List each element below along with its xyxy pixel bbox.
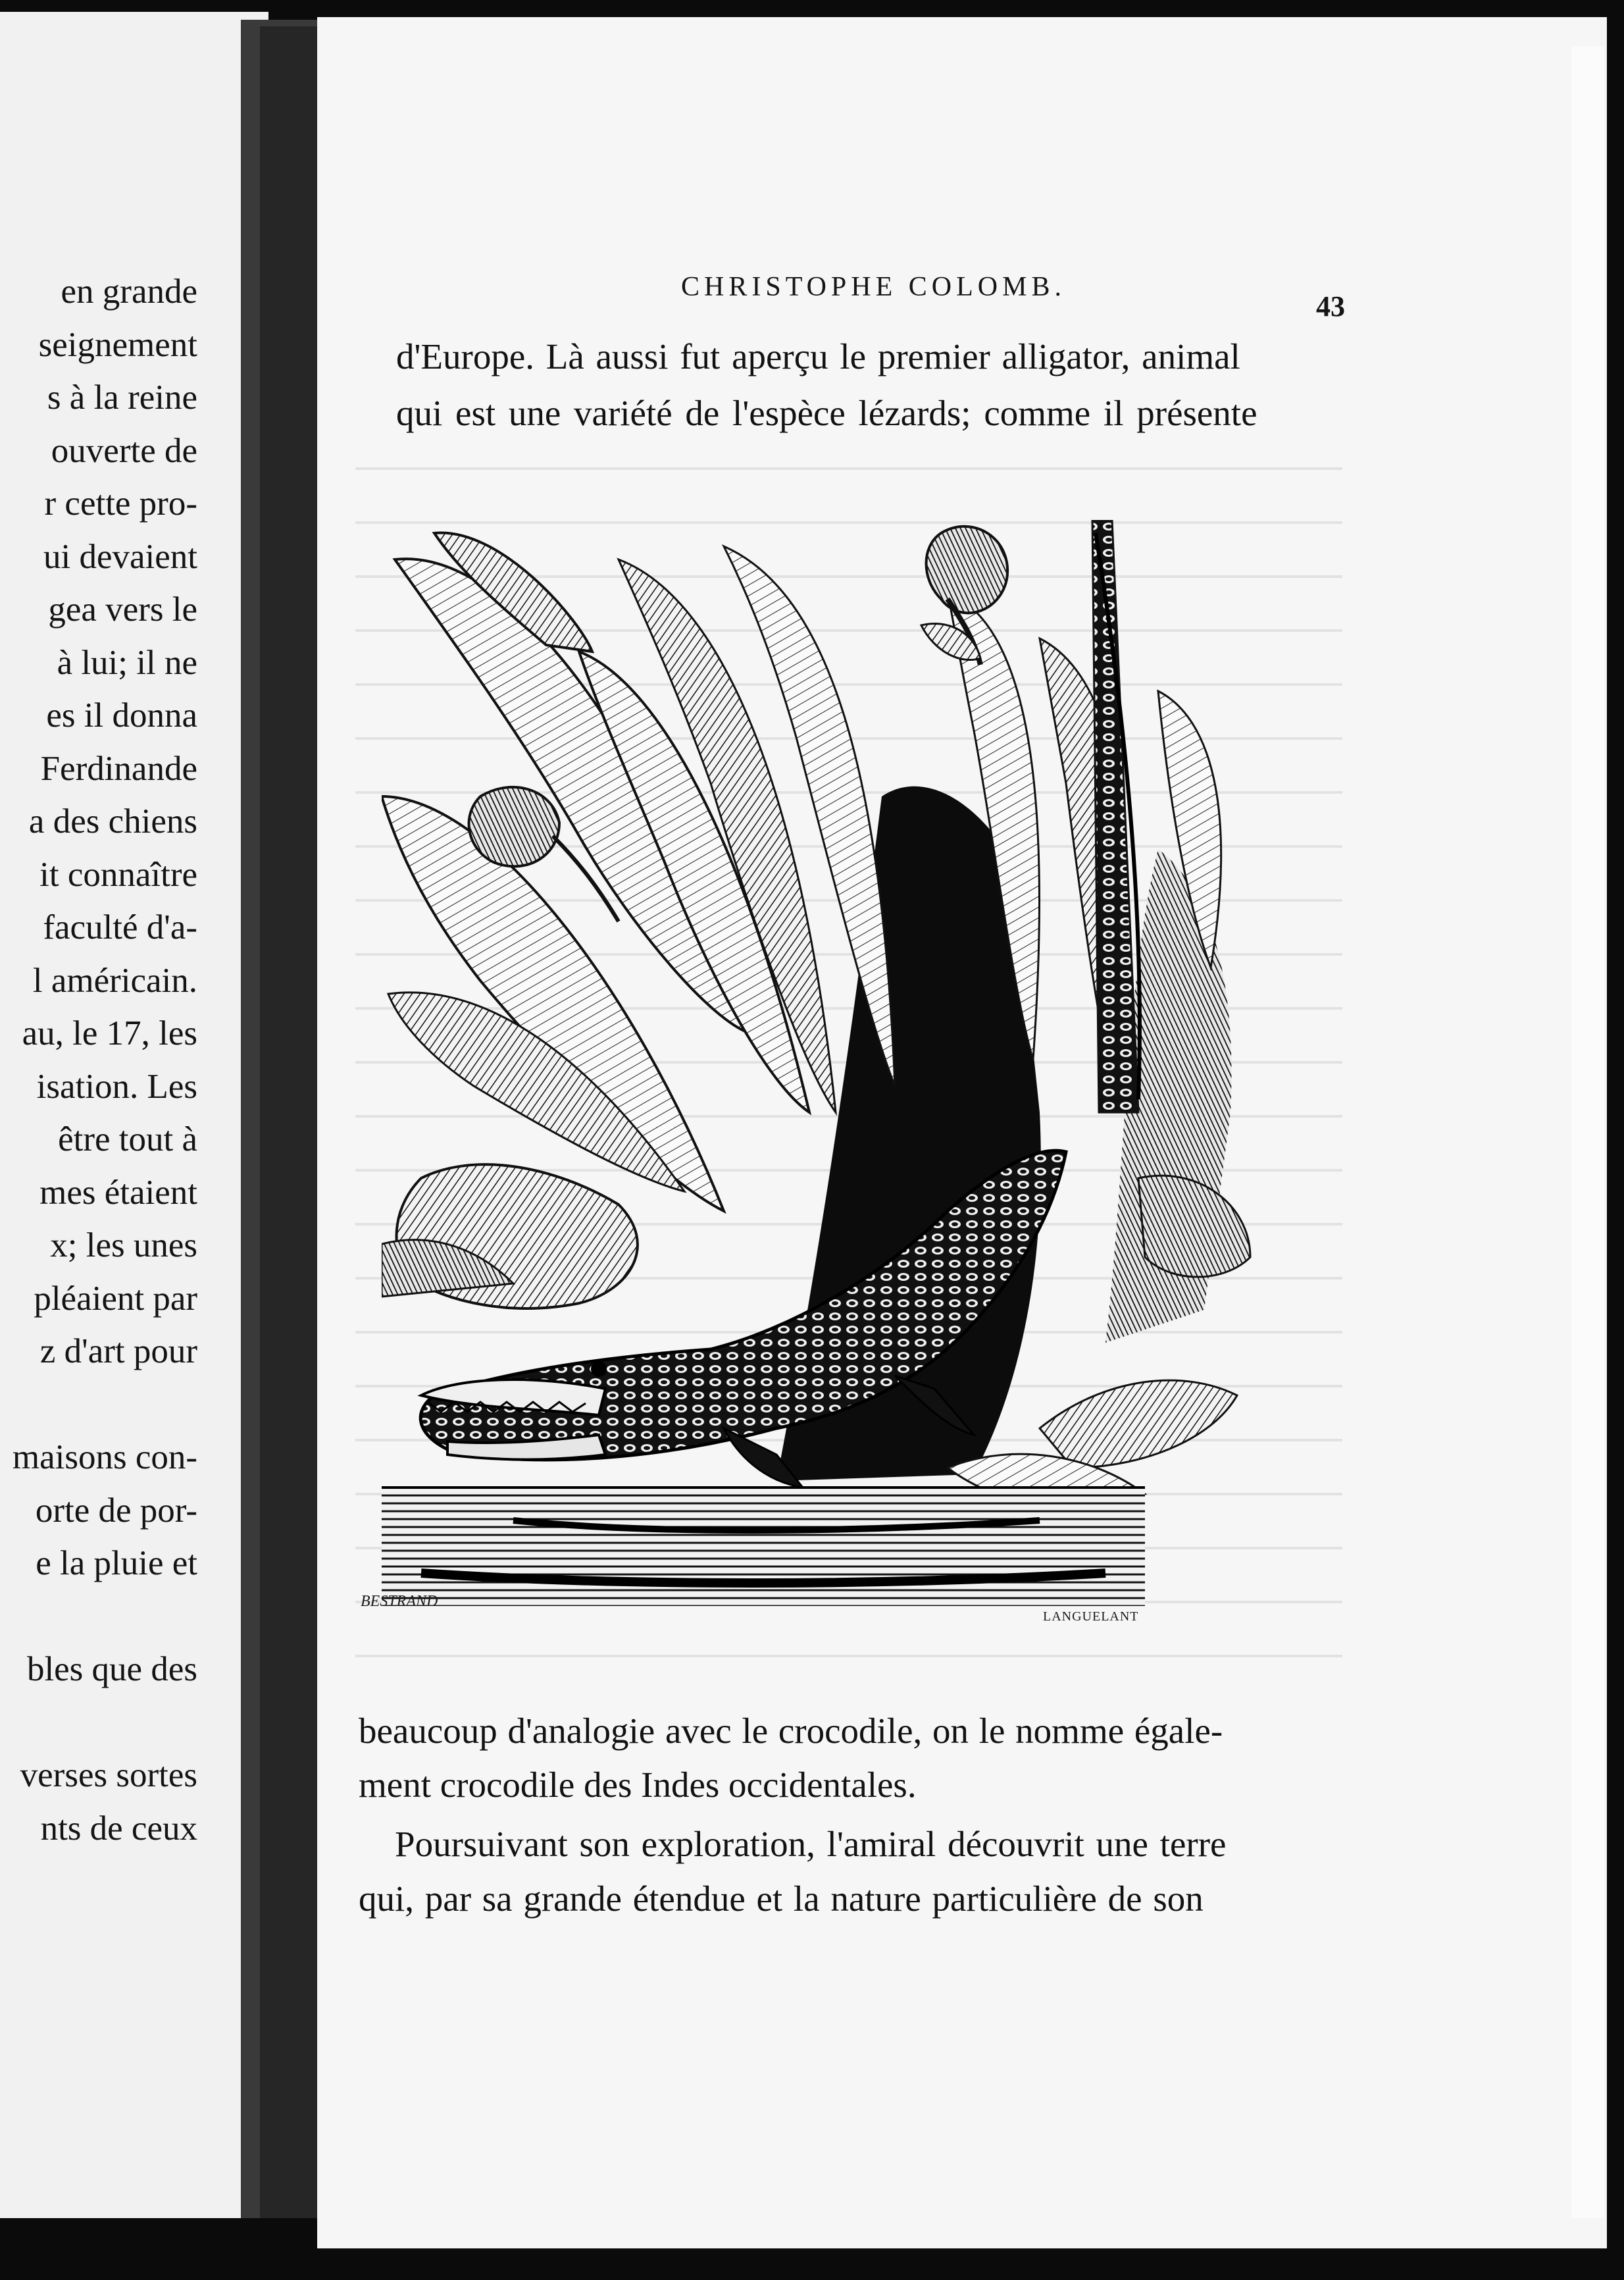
left-line: maisons con- <box>12 1438 197 1476</box>
left-line: faculté d'a- <box>43 908 197 946</box>
left-line: isation. Les <box>36 1067 197 1106</box>
left-line: x; les unes <box>50 1226 197 1264</box>
body-line: ment crocodile des Indes occidentales. <box>359 1765 917 1805</box>
alligator-engraving-illustration <box>382 520 1323 1626</box>
left-line: l américain. <box>32 961 197 1000</box>
left-line: au, le 17, les <box>22 1014 197 1052</box>
book-gutter-shadow <box>260 26 319 2218</box>
engraver-signature: BESTRAND <box>361 1593 438 1610</box>
running-head: CHRISTOPHE COLOMB. <box>681 272 1066 302</box>
left-line <box>0 1590 197 1644</box>
body-line: beaucoup d'analogie avec le crocodile, on le nomme égale- <box>359 1711 1223 1751</box>
page-number: 43 <box>1316 290 1345 323</box>
left-line: bles que des <box>26 1650 197 1688</box>
left-line: orte de por- <box>35 1491 197 1530</box>
engraver-signature: LANGUELANT <box>1043 1609 1139 1624</box>
left-line: nts de ceux <box>40 1809 197 1848</box>
left-line <box>0 1378 197 1432</box>
body-line: d'Europe. Là aussi fut aperçu le premier alligator, animal <box>396 336 1240 376</box>
left-line: it connaître <box>39 855 197 894</box>
left-line: pléaient par <box>34 1279 197 1318</box>
page-edge <box>1571 46 1604 2218</box>
body-line: Poursuivant son exploration, l'amiral découvrit une terre <box>395 1824 1227 1864</box>
left-line <box>0 1696 197 1749</box>
left-line: être tout à <box>58 1120 197 1158</box>
left-line: es il donna <box>46 696 197 735</box>
left-line: mes étaient <box>39 1173 197 1212</box>
left-line: ouverte de <box>51 431 197 470</box>
left-line: à lui; il ne <box>57 643 197 682</box>
left-line: ui devaient <box>43 537 197 576</box>
left-page-text <box>0 265 197 1855</box>
left-line: s à la reine <box>47 378 197 417</box>
left-line: seignement <box>38 325 197 364</box>
left-line: r cette pro- <box>44 484 197 523</box>
left-line: en grande <box>61 272 197 311</box>
body-line: qui, par sa grande étendue et la nature particulière de son <box>359 1878 1204 1919</box>
left-line: verses sortes <box>20 1756 197 1794</box>
left-line: e la pluie et <box>36 1544 197 1582</box>
left-line: a des chiens <box>28 802 197 841</box>
left-line: z d'art pour <box>39 1332 197 1370</box>
body-line: qui est une variété de l'espèce lézards; comme il présente <box>396 393 1257 433</box>
left-line: Ferdinande <box>40 749 197 788</box>
left-line: gea vers le <box>48 590 197 629</box>
